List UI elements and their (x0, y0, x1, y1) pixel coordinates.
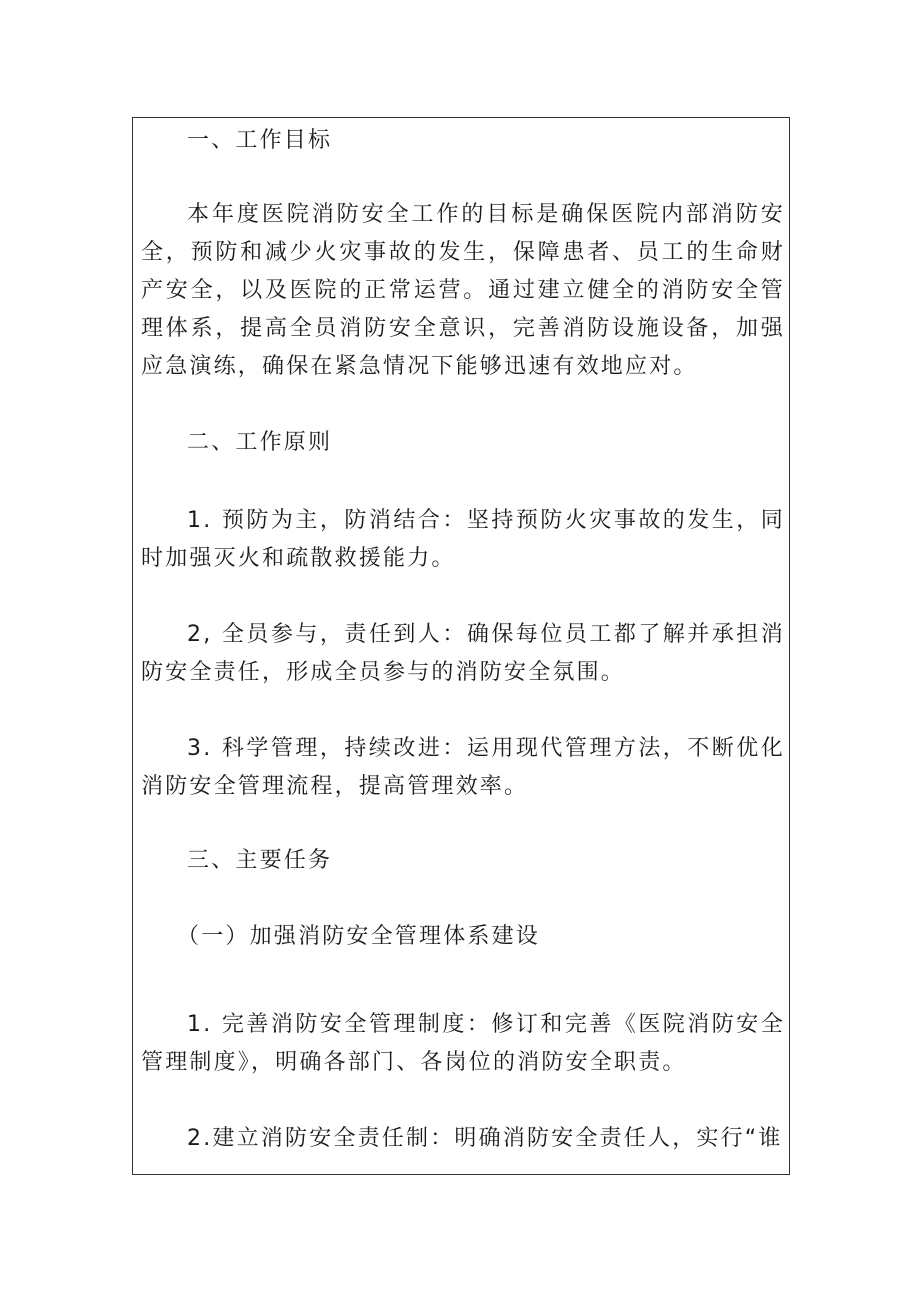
document-frame (132, 117, 790, 1175)
paragraph-goals: 本年度医院消防安全工作的目标是确保医院内部消防安全，预防和减少火灾事故的发生，保障患者、员工的生命财产安全，以及医院的正常运营。通过建立健全的消防安全管理体系，提高全员消防安全意识，完善消防设施设备，加强应急演练，确保在紧急情况下能够迅速有效地应对。 (141, 202, 785, 379)
section-heading-principles: 二、工作原则 (187, 430, 333, 455)
paragraph-task-1: 1. 完善消防安全管理制度：修订和完善《医院消防安全管理制度》，明确各部门、各岗位的消防安全职责。 (141, 1012, 785, 1075)
section-heading-goals: 一、工作目标 (187, 128, 333, 153)
subsection-heading-system: （一）加强消防安全管理体系建设 (177, 924, 541, 949)
paragraph-principle-2: 2, 全员参与，责任到人：确保每位员工都了解并承担消防安全责任，形成全员参与的消防安全氛围。 (141, 622, 785, 685)
section-heading-tasks: 三、主要任务 (187, 848, 333, 873)
paragraph-principle-3: 3. 科学管理，持续改进：运用现代管理方法，不断优化消防安全管理流程，提高管理效率。 (141, 736, 785, 799)
paragraph-principle-1: 1. 预防为主，防消结合：坚持预防火灾事故的发生，同时加强灭火和疏散救援能力。 (141, 508, 785, 571)
paragraph-task-2: 2.建立消防安全责任制：明确消防安全责任人，实行“谁 (187, 1126, 783, 1151)
